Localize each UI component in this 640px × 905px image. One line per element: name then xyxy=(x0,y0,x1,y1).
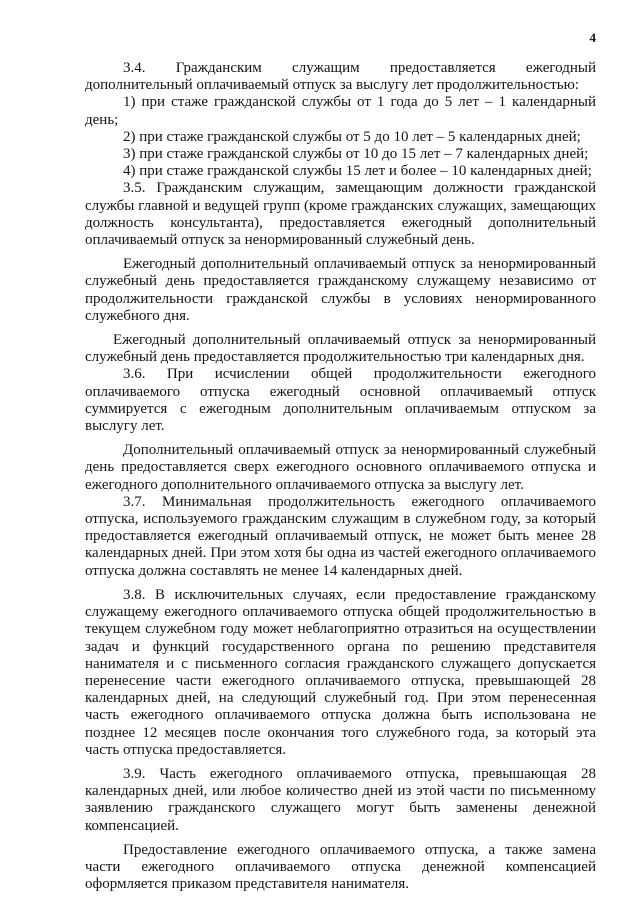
paragraph-3-4-item-1: 1) при стаже гражданской службы от 1 года до 5 лет – 1 календарный день; xyxy=(85,94,596,128)
paragraph-3-5: 3.5. Гражданским служащим, замещающим должности гражданской службы главной и ведущей групп (кроме гражданских служащих, замещающих должность консультанта), предоставляется ежегодный дополнительный оплачиваемый отпуск за ненормированный служебный день. xyxy=(85,180,596,249)
paragraph-3-5-continuation-1: Ежегодный дополнительный оплачиваемый отпуск за ненормированный служебный день предоставляется гражданскому служащему независимо от продолжительности гражданской службы в условиях ненормированного служебного дня. xyxy=(85,256,596,324)
paragraph-3-9-continuation: Предоставление ежегодного оплачиваемого отпуска, а также замена части ежегодного оплачиваемого отпуска денежной компенсацией оформляется приказом представителя нанимателя. xyxy=(85,841,596,893)
paragraph-3-6-continuation: Дополнительный оплачиваемый отпуск за ненормированный служебный день предоставляется сверх ежегодного основного оплачиваемого отпуска и ежегодного дополнительного оплачиваемого отпуска за выслугу лет. xyxy=(85,442,596,493)
page-number: 4 xyxy=(589,30,596,45)
document-body xyxy=(85,60,596,893)
paragraph-3-7: 3.7. Минимальная продолжительность ежегодного оплачиваемого отпуска, используемого гражданским служащим в служебном году, за который предоставляется ежегодный оплачиваемый отпуск, не может быть менее 28 календарных дней. При этом хотя бы одна из частей ежегодного оплачиваемого отпуска должна составлять не менее 14 календарных дней. xyxy=(85,493,596,579)
paragraph-3-6: 3.6. При исчислении общей продолжительности ежегодного оплачиваемого отпуска ежегодный основной оплачиваемый отпуск суммируется с ежегодным дополнительным оплачиваемым отпуском за выслугу лет. xyxy=(85,366,596,435)
paragraph-3-4-item-2: 2) при стаже гражданской службы от 5 до 10 лет – 5 календарных дней; xyxy=(123,128,581,145)
paragraph-3-4-item-3: 3) при стаже гражданской службы от 10 до 15 лет – 7 календарных дней; xyxy=(123,146,589,163)
paragraph-3-4: 3.4. Гражданским служащим предоставляется ежегодный дополнительный оплачиваемый отпуск за выслугу лет продолжительностью: xyxy=(85,60,596,94)
paragraph-3-4-item-4: 4) при стаже гражданской службы 15 лет и более – 10 календарных дней; xyxy=(123,163,592,180)
paragraph-3-8: 3.8. В исключительных случаях, если предоставление гражданскому служащему ежегодного оплачиваемого отпуска общей продолжительностью в текущем служебном году может неблагоприятно отразиться на осуществлении задач и функций государственного органа по решению представителя нанимателя и с письменного согласия гражданского служащего допускается перенесение части ежегодного оплачиваемого отпуска, превышающей 28 календарных дней, на следующий служебный год. При этом перенесенная часть ежегодного оплачиваемого отпуска должна быть использована не позднее 12 месяцев после окончания того служебного года, за который эта часть отпуска предоставляется. xyxy=(85,586,596,758)
paragraph-3-5-continuation-2: Ежегодный дополнительный оплачиваемый отпуск за ненормированный служебный день предоставляется продолжительностью три календарных дня. xyxy=(85,332,596,366)
paragraph-3-9: 3.9. Часть ежегодного оплачиваемого отпуска, превышающая 28 календарных дней, или любое количество дней из этой части по письменному заявлению гражданского служащего могут быть заменены денежной компенсацией. xyxy=(85,765,596,834)
